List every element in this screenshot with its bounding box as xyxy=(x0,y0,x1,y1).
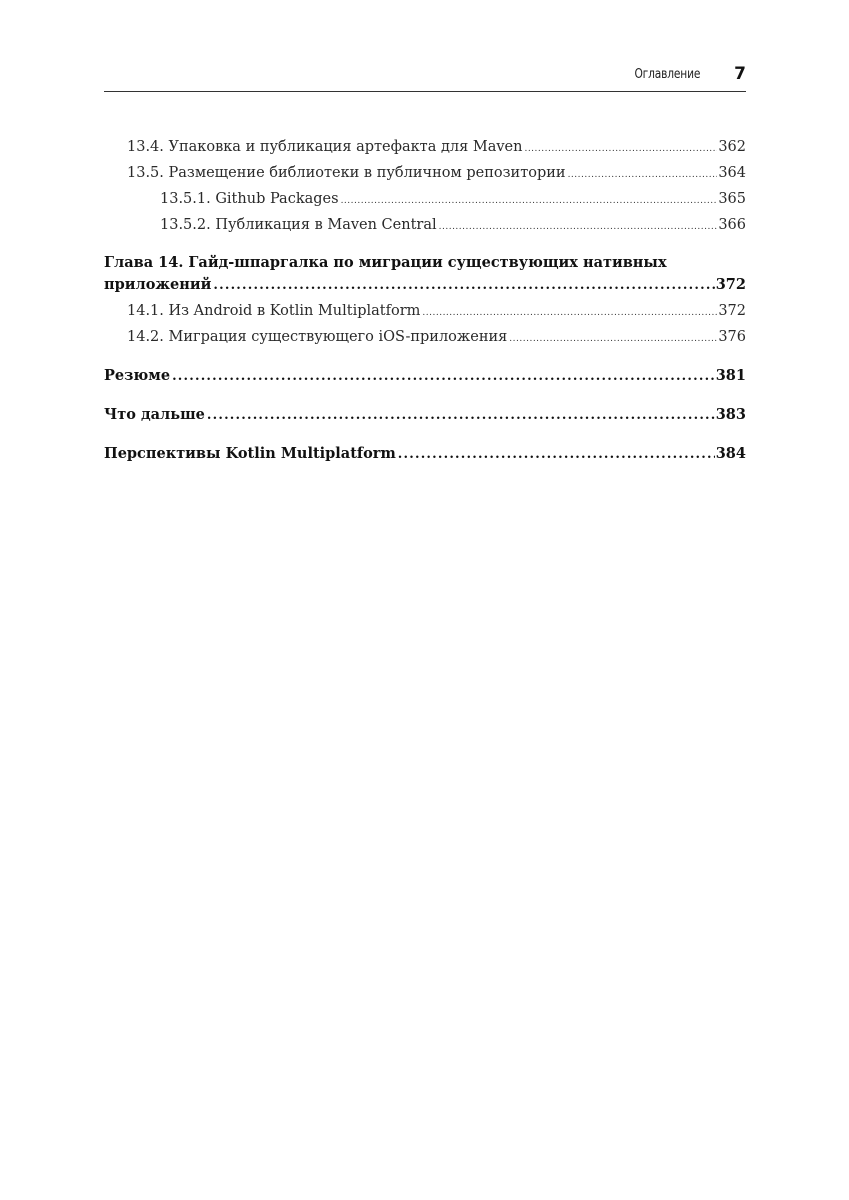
dot-leader xyxy=(341,188,718,214)
toc-entry-perspectives[interactable] xyxy=(104,441,746,467)
chapter-title-line: приложений xyxy=(104,276,212,293)
table-of-contents xyxy=(104,134,746,467)
dot-leader xyxy=(398,442,715,468)
toc-entry-label: 13.4. Упаковка и публикация артефакта для Maven xyxy=(127,139,523,155)
toc-entry-13-5-1[interactable] xyxy=(104,186,746,212)
toc-entry-whats-next[interactable] xyxy=(104,402,746,428)
toc-entry-label: 13.5.1. Github Packages xyxy=(160,191,339,207)
toc-entry-page: 376 xyxy=(718,329,746,345)
toc-entry-page: 364 xyxy=(718,165,746,181)
toc-entry-label: 14.1. Из Android в Kotlin Multiplatform xyxy=(127,303,421,319)
chapter-title-line: Глава 14. Гайд-шпаргалка по миграции существующих нативных xyxy=(104,254,667,271)
toc-entry-13-5-2[interactable] xyxy=(104,212,746,238)
toc-entry-14-1[interactable] xyxy=(104,298,746,324)
toc-entry-summary[interactable] xyxy=(104,363,746,389)
toc-entry-label: 13.5.2. Публикация в Maven Central xyxy=(160,217,437,233)
running-header-title: Оглавление xyxy=(634,67,700,82)
toc-entry-label: Перспективы Kotlin Multiplatform xyxy=(104,445,396,462)
toc-entry-page: 372 xyxy=(718,303,746,319)
toc-entry-page: 383 xyxy=(715,406,746,423)
toc-entry-label: Что дальше xyxy=(104,406,205,423)
dot-leader xyxy=(509,326,717,352)
toc-entry-page: 381 xyxy=(715,367,746,384)
toc-entry-page: 365 xyxy=(718,191,746,207)
chapter-title-continuation xyxy=(104,274,746,298)
page-number: 7 xyxy=(734,64,746,84)
toc-entry-page: 372 xyxy=(715,276,746,293)
toc-entry-label: 13.5. Размещение библиотеки в публичном репозитории xyxy=(127,165,566,181)
toc-entry-label: 14.2. Миграция существующего iOS-приложения xyxy=(127,329,508,345)
toc-chapter-14[interactable] xyxy=(104,252,746,298)
dot-leader xyxy=(439,214,718,240)
dot-leader xyxy=(422,300,717,326)
toc-entry-13-5[interactable] xyxy=(104,160,746,186)
toc-entry-13-4[interactable] xyxy=(104,134,746,160)
toc-entry-page: 362 xyxy=(718,139,746,155)
dot-leader xyxy=(207,403,715,429)
running-header xyxy=(104,62,746,92)
toc-entry-label: Резюме xyxy=(104,367,171,384)
dot-leader xyxy=(213,275,714,297)
dot-leader xyxy=(172,364,715,390)
toc-entry-14-2[interactable] xyxy=(104,324,746,350)
toc-entry-page: 366 xyxy=(718,217,746,233)
dot-leader xyxy=(568,162,718,188)
dot-leader xyxy=(524,136,717,162)
toc-entry-page: 384 xyxy=(715,445,746,462)
